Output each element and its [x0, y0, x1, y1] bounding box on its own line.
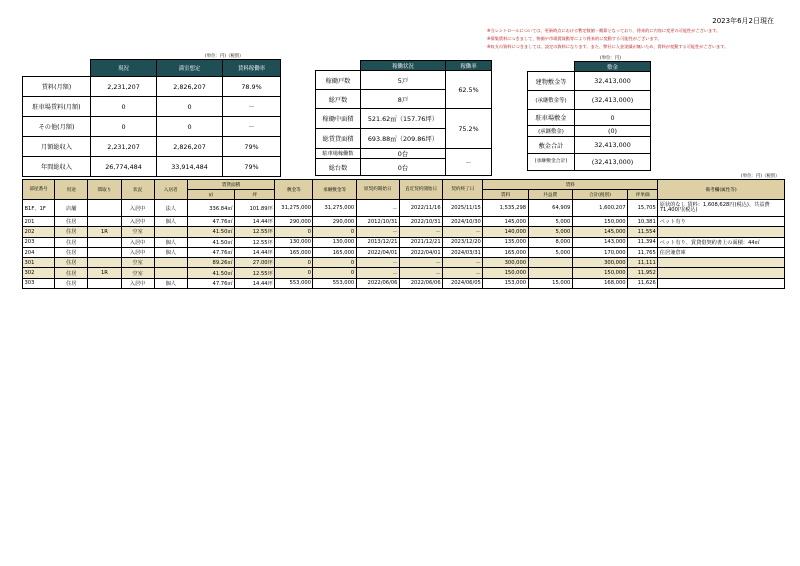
area-sqm-cell: 41.50㎡	[187, 227, 234, 237]
layout-cell: 1R	[88, 268, 121, 278]
contract-end-cell: 2024/03/31	[443, 247, 483, 257]
full-value: 33,914,484	[157, 157, 223, 177]
tenant-cell	[154, 268, 187, 278]
succ-deposit-cell: 0	[313, 258, 356, 268]
area-tsubo-cell: 27.00坪	[235, 258, 275, 268]
deposit-cell: 31,275,000	[275, 200, 313, 217]
head-succ-deposit: 承継敷金等	[313, 180, 356, 200]
contract-end-cell: －	[443, 227, 483, 237]
area-rate: 75.2%	[446, 109, 492, 149]
note-line: ※収支の資料につきましては、設定の資料になります。また、弊社に入金実績が無いため、賃料が変動する可能性がございます。	[487, 44, 729, 49]
deposit-value: (32,413,000)	[575, 154, 651, 171]
common-fee-cell: 15,000	[528, 278, 572, 288]
succ-deposit-cell: 130,000	[313, 237, 356, 247]
income-row	[23, 117, 281, 137]
room-number-cell: 302	[23, 268, 55, 278]
status-cell: 入居中	[121, 278, 154, 288]
head-current-start: 直近契約開始日	[399, 180, 442, 200]
deposit-label: 敷金合計	[528, 137, 575, 154]
room-number-cell: 303	[23, 278, 55, 288]
status-cell: 空室	[121, 258, 154, 268]
total-cell: 168,000	[572, 278, 627, 288]
deposit-unit: (単位：円)	[600, 56, 621, 61]
blank-cell	[528, 62, 575, 72]
current-start-cell: 2021/12/21	[399, 237, 442, 247]
remarks-cell: 住居兼倉庫	[658, 247, 785, 257]
succ-deposit-cell: 553,000	[313, 278, 356, 288]
contract-end-cell: －	[443, 258, 483, 268]
status-cell: 入居中	[121, 200, 154, 217]
succ-deposit-cell: 290,000	[313, 217, 356, 227]
head-orig-start: 原契約開始日	[356, 180, 399, 200]
tenant-cell: 個人	[154, 278, 187, 288]
deposit-value: 0	[575, 110, 651, 126]
occupancy-label: 総台数	[316, 159, 361, 176]
room-number-cell: 201	[23, 217, 55, 227]
remarks-cell: ペット有り	[658, 217, 785, 227]
rent-cell: 145,000	[483, 217, 528, 227]
use-cell: 住居	[55, 278, 88, 288]
room-number-cell: B1F、1F	[23, 200, 55, 217]
remarks-cell	[658, 278, 785, 288]
table-row	[23, 200, 785, 217]
orig-start-cell: －	[356, 258, 399, 268]
deposit-cell: 165,000	[275, 247, 313, 257]
income-row	[23, 157, 281, 177]
status-cell: 入居中	[121, 217, 154, 227]
total-cell: 150,000	[572, 217, 627, 227]
remarks-cell: 原状的なし 賃料：1,608,628円(税込)、共益費71,400円(税込)	[658, 200, 785, 217]
occupancy-value: 8戸	[361, 90, 446, 109]
current-value: 2,231,207	[91, 137, 157, 157]
head-room: 部屋番号	[23, 180, 55, 200]
unit-price-cell: 11,626	[628, 278, 658, 288]
head-unit-price: 坪単価	[628, 190, 658, 200]
income-table	[22, 59, 281, 177]
full-value: 0	[157, 97, 223, 117]
tenant-cell: 個人	[154, 237, 187, 247]
unit-price-cell: 10,381	[628, 217, 658, 227]
deposit-cell: 0	[275, 227, 313, 237]
row-label: その他(月額)	[23, 117, 91, 137]
area-tsubo-cell: 14.44坪	[235, 278, 275, 288]
head-tsubo: 坪	[235, 190, 275, 200]
head-end: 契約終了日	[443, 180, 483, 200]
head-tenant: 入居者	[154, 180, 187, 200]
head-deposit: 敷金等	[275, 180, 313, 200]
succ-deposit-cell: 31,275,000	[313, 200, 356, 217]
occupancy-header: 稼働状況	[361, 61, 446, 71]
tenant-cell	[154, 227, 187, 237]
orig-start-cell: 2013/12/21	[356, 237, 399, 247]
area-tsubo-cell: 14.44坪	[235, 247, 275, 257]
layout-cell	[88, 237, 121, 247]
deposit-cell: 290,000	[275, 217, 313, 227]
area-sqm-cell: 41.50㎡	[187, 268, 234, 278]
note-line: ※当レントロールについては、更新時点における暫定数値・概算となっており、将来的に内容に変更の可能性がございます。	[487, 28, 721, 33]
common-fee-cell: 5,000	[528, 247, 572, 257]
table-row	[23, 258, 785, 268]
deposit-label: (承継敷金等)	[528, 91, 575, 110]
current-value: 26,774,484	[91, 157, 157, 177]
current-start-cell: 2022/06/06	[399, 278, 442, 288]
current-start-cell: －	[399, 258, 442, 268]
occupancy-rate: 62.5%	[446, 71, 492, 109]
current-value: 0	[91, 117, 157, 137]
deposit-value: 32,413,000	[575, 72, 651, 91]
total-cell: 143,000	[572, 237, 627, 247]
report-date: 2023年6月2日現在	[712, 17, 774, 25]
common-fee-cell	[528, 258, 572, 268]
orig-start-cell: 2022/04/01	[356, 247, 399, 257]
deposit-label: (承継敷金合計)	[528, 154, 575, 171]
occupancy-label: 総戸数	[316, 90, 361, 109]
contract-end-cell: 2023/12/20	[443, 237, 483, 247]
row-label: 賃料(月額)	[23, 77, 91, 97]
table-row	[23, 237, 785, 247]
income-row	[23, 97, 281, 117]
deposit-cell: 0	[275, 268, 313, 278]
head-rent: 賃料	[483, 190, 528, 200]
use-cell: 住居	[55, 217, 88, 227]
remarks-cell	[658, 258, 785, 268]
deposit-cell: 130,000	[275, 237, 313, 247]
income-header-full: 満室想定	[157, 60, 223, 77]
row-label: 駐車場賃料(月額)	[23, 97, 91, 117]
area-sqm-cell: 47.76㎡	[187, 278, 234, 288]
current-start-cell: 2022/10/31	[399, 217, 442, 227]
row-label: 月額総収入	[23, 137, 91, 157]
status-cell: 空室	[121, 227, 154, 237]
occupancy-value: 521.62㎡（157.76坪）	[361, 109, 446, 129]
area-sqm-cell: 336.84㎡	[187, 200, 234, 217]
contract-end-cell: 2025/11/15	[443, 200, 483, 217]
common-fee-cell: 8,000	[528, 237, 572, 247]
common-fee-cell: 5,000	[528, 227, 572, 237]
room-number-cell: 204	[23, 247, 55, 257]
tenant-cell: 法人	[154, 200, 187, 217]
use-cell: 店舗	[55, 200, 88, 217]
orig-start-cell: 2022/06/06	[356, 278, 399, 288]
occupancy-label: 稼働中面積	[316, 109, 361, 129]
orig-start-cell: 2012/10/31	[356, 217, 399, 227]
use-cell: 住居	[55, 247, 88, 257]
succ-deposit-cell: 165,000	[313, 247, 356, 257]
use-cell: 住居	[55, 227, 88, 237]
succ-deposit-cell: 0	[313, 227, 356, 237]
rent-roll-table	[22, 179, 785, 289]
rent-cell: 1,535,298	[483, 200, 528, 217]
area-sqm-cell: 89.26㎡	[187, 258, 234, 268]
head-layout: 間取り	[88, 180, 121, 200]
table-row	[23, 227, 785, 237]
income-row	[23, 77, 281, 97]
income-row	[23, 137, 281, 157]
table-row	[23, 217, 785, 227]
parking-rate: －	[446, 149, 492, 176]
area-tsubo-cell: 12.55坪	[235, 237, 275, 247]
income-header-current: 現況	[91, 60, 157, 77]
layout-cell	[88, 200, 121, 217]
head-total: 合計(税別)	[572, 190, 627, 200]
occupancy-label: 駐車場稼働数	[316, 149, 361, 159]
use-cell: 住居	[55, 258, 88, 268]
area-tsubo-cell: 12.55坪	[235, 268, 275, 278]
status-cell: 入居中	[121, 247, 154, 257]
contract-end-cell: 2024/10/30	[443, 217, 483, 227]
deposit-label: 建物敷金等	[528, 72, 575, 91]
total-cell: 1,600,207	[572, 200, 627, 217]
head-sqm: ㎡	[187, 190, 234, 200]
layout-cell	[88, 258, 121, 268]
deposit-table	[527, 61, 651, 171]
occupancy-value: 5戸	[361, 71, 446, 90]
table-row	[23, 247, 785, 257]
current-start-cell: 2022/04/01	[399, 247, 442, 257]
common-fee-cell: 5,000	[528, 217, 572, 227]
tenant-cell: 個人	[154, 247, 187, 257]
contract-end-cell: 2024/06/05	[443, 278, 483, 288]
deposit-cell: 553,000	[275, 278, 313, 288]
income-header-rate: 賃料稼働率	[223, 60, 281, 77]
head-rent-group: 賃料	[483, 180, 658, 190]
deposit-cell: 0	[275, 258, 313, 268]
occupancy-value: 0台	[361, 149, 446, 159]
rate-header: 稼働率	[446, 61, 492, 71]
rent-cell: 165,000	[483, 247, 528, 257]
rentroll-unit: (単位：円)（税別）	[741, 174, 780, 179]
deposit-label: 駐車場敷金	[528, 110, 575, 126]
deposit-value: (32,413,000)	[575, 91, 651, 110]
common-fee-cell	[528, 268, 572, 278]
rate-value: 79%	[223, 157, 281, 177]
deposit-value: (0)	[575, 126, 651, 137]
remarks-cell: ペット有り、賃貸借契約書上の面積：44㎡	[658, 237, 785, 247]
unit-price-cell: 11,111	[628, 258, 658, 268]
head-area: 賃貸面積	[187, 180, 274, 190]
deposit-value: 32,413,000	[575, 137, 651, 154]
head-use: 用途	[55, 180, 88, 200]
unit-price-cell: 11,765	[628, 247, 658, 257]
remarks-cell	[658, 268, 785, 278]
use-cell: 住居	[55, 237, 88, 247]
orig-start-cell: －	[356, 227, 399, 237]
rate-value: 79%	[223, 137, 281, 157]
tenant-cell	[154, 258, 187, 268]
rent-cell: 135,000	[483, 237, 528, 247]
rent-cell: 150,000	[483, 268, 528, 278]
current-value: 2,231,207	[91, 77, 157, 97]
layout-cell	[88, 217, 121, 227]
deposit-header: 敷金	[575, 62, 651, 72]
total-cell: 145,000	[572, 227, 627, 237]
occupancy-value: 0台	[361, 159, 446, 176]
tenant-cell: 個人	[154, 217, 187, 227]
unit-price-cell: 11,554	[628, 227, 658, 237]
head-common-fee: 共益費	[528, 190, 572, 200]
note-line: ※募集賃料につきまして、物価や市場賃貸動等により将来的に変動する可能性がございます。	[487, 36, 662, 41]
rate-value: －	[223, 97, 281, 117]
unit-price-cell: 15,705	[628, 200, 658, 217]
rate-value: 78.9%	[223, 77, 281, 97]
current-start-cell: 2022/11/16	[399, 200, 442, 217]
rent-cell: 300,000	[483, 258, 528, 268]
full-value: 2,826,207	[157, 77, 223, 97]
succ-deposit-cell: 0	[313, 268, 356, 278]
remarks-cell	[658, 227, 785, 237]
current-start-cell: －	[399, 227, 442, 237]
rate-value: －	[223, 117, 281, 137]
current-value: 0	[91, 97, 157, 117]
occupancy-label: 総賃貸面積	[316, 129, 361, 149]
current-start-cell: －	[399, 268, 442, 278]
row-label: 年間総収入	[23, 157, 91, 177]
table-row	[23, 278, 785, 288]
rent-cell: 153,000	[483, 278, 528, 288]
contract-end-cell: －	[443, 268, 483, 278]
total-cell: 170,000	[572, 247, 627, 257]
rent-cell: 140,000	[483, 227, 528, 237]
blank-cell	[316, 61, 361, 71]
status-cell: 入居中	[121, 237, 154, 247]
head-status: 状況	[121, 180, 154, 200]
deposit-label: (承継敷金)	[528, 126, 575, 137]
layout-cell	[88, 278, 121, 288]
unit-price-cell: 11,952	[628, 268, 658, 278]
room-number-cell: 202	[23, 227, 55, 237]
occupancy-label: 稼働戸数	[316, 71, 361, 90]
use-cell: 住居	[55, 268, 88, 278]
room-number-cell: 203	[23, 237, 55, 247]
full-value: 2,826,207	[157, 137, 223, 157]
head-remarks: 備考欄(属性等)	[658, 180, 785, 200]
full-value: 0	[157, 117, 223, 137]
disclaimer-notes	[487, 27, 787, 51]
layout-cell	[88, 247, 121, 257]
blank-cell	[23, 60, 91, 77]
occupancy-value: 693.88㎡（209.86坪）	[361, 129, 446, 149]
table-row	[23, 268, 785, 278]
total-cell: 300,000	[572, 258, 627, 268]
area-tsubo-cell: 14.44坪	[235, 217, 275, 227]
area-tsubo-cell: 101.89坪	[235, 200, 275, 217]
total-cell: 150,000	[572, 268, 627, 278]
common-fee-cell: 64,909	[528, 200, 572, 217]
area-sqm-cell: 41.50㎡	[187, 237, 234, 247]
income-unit: (単位：円)（税別）	[205, 54, 244, 59]
room-number-cell: 301	[23, 258, 55, 268]
orig-start-cell: －	[356, 268, 399, 278]
status-cell: 空室	[121, 268, 154, 278]
area-tsubo-cell: 12.55坪	[235, 227, 275, 237]
area-sqm-cell: 47.76㎡	[187, 247, 234, 257]
unit-price-cell: 11,394	[628, 237, 658, 247]
orig-start-cell: －	[356, 200, 399, 217]
layout-cell: 1R	[88, 227, 121, 237]
area-sqm-cell: 47.76㎡	[187, 217, 234, 227]
occupancy-table	[315, 60, 492, 176]
